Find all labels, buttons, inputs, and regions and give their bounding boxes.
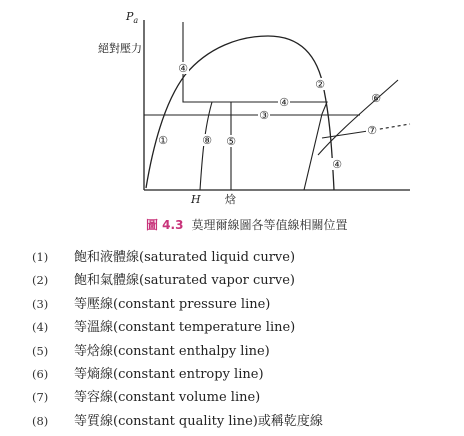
legend-item bbox=[32, 246, 323, 269]
saturated-liquid-curve bbox=[146, 36, 268, 188]
legend-text: 飽和氣體線(saturated vapor curve) bbox=[74, 273, 295, 289]
constant-volume-line bbox=[322, 131, 368, 138]
marker-3: ③ bbox=[259, 109, 269, 122]
legend-list bbox=[32, 246, 323, 433]
legend-text: 等壓線(constant pressure line) bbox=[74, 296, 271, 312]
legend-number: (3) bbox=[32, 296, 49, 311]
marker-2-vapor: ② bbox=[315, 78, 325, 91]
marker-4-left: ④ bbox=[178, 62, 188, 75]
legend-text: 等焓線(constant enthalpy line) bbox=[74, 343, 270, 359]
marker-4-mid: ④ bbox=[279, 96, 289, 109]
legend-text: 等容線(constant volume line) bbox=[74, 390, 261, 406]
figure-number: 圖 4.3 bbox=[146, 218, 184, 232]
y-axis-label: 絕對壓力 bbox=[98, 42, 142, 55]
legend-item bbox=[32, 340, 323, 363]
legend-number: (1) bbox=[32, 250, 49, 264]
legend-number: (2) bbox=[32, 273, 49, 288]
legend-item bbox=[32, 316, 323, 339]
y-axis-symbol-text: P bbox=[126, 10, 134, 23]
legend-text: 等質線(constant quality line)或稱乾度線 bbox=[74, 413, 323, 429]
figure-caption bbox=[146, 216, 347, 233]
legend-item bbox=[32, 410, 323, 433]
legend-number: (8) bbox=[32, 413, 49, 428]
legend-text: 等溫線(constant temperature line) bbox=[74, 320, 296, 336]
legend-number: (7) bbox=[32, 390, 49, 405]
figure-title: 莫理爾線圖各等值線相關位置 bbox=[191, 218, 348, 232]
legend-item bbox=[32, 363, 323, 386]
x-axis-label: 焓 bbox=[225, 193, 236, 206]
legend-item bbox=[32, 269, 323, 292]
legend-item bbox=[32, 386, 323, 409]
marker-5: ⑤ bbox=[226, 135, 236, 148]
marker-7: ⑦ bbox=[367, 124, 377, 137]
mollier-diagram bbox=[0, 0, 464, 215]
legend-number: (6) bbox=[32, 366, 49, 381]
marker-1: ① bbox=[158, 134, 168, 147]
marker-4-right: ④ bbox=[332, 158, 342, 171]
marker-8: ⑧ bbox=[202, 134, 212, 147]
legend-text: 飽和液體線(saturated liquid curve) bbox=[74, 250, 296, 265]
x-tick-label-h: H bbox=[191, 193, 201, 206]
legend-text: 等熵線(constant entropy line) bbox=[74, 366, 264, 382]
legend-number: (5) bbox=[32, 343, 49, 358]
legend-number: (4) bbox=[32, 320, 49, 335]
y-axis-subscript: a bbox=[133, 16, 139, 25]
saturated-vapor-curve bbox=[268, 36, 334, 190]
marker-6: ⑥ bbox=[371, 92, 381, 105]
y-axis-symbol bbox=[125, 10, 138, 25]
legend-item bbox=[32, 293, 323, 316]
constant-temperature-line bbox=[183, 22, 327, 190]
constant-entropy-line bbox=[318, 80, 398, 155]
